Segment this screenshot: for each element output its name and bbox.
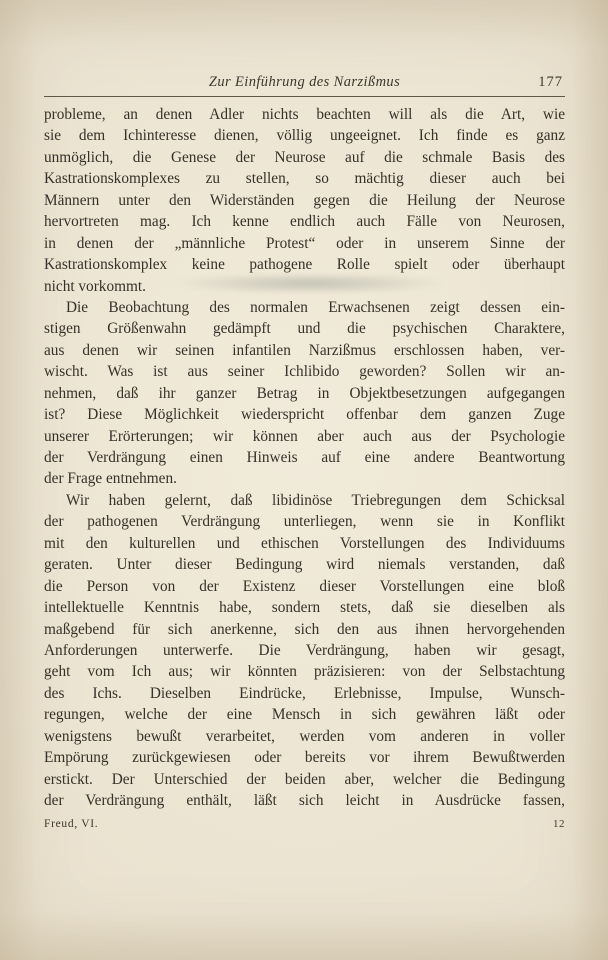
text-line: in denen der „männliche Protest“ oder in unserem Sinne der (44, 234, 565, 252)
text-line: der Verdrängung enthält, läßt sich leicht in Ausdrücke fassen, (44, 792, 565, 809)
text-line: Kastrationskomplex keine pathogene Rolle spielt oder überhaupt (44, 256, 565, 274)
text-line: probleme, an denen Adler nichts beachten will als die Art, wie (44, 106, 565, 123)
page-number: 177 (538, 74, 563, 90)
text-line: wischt. Was ist aus seiner Ichlibido geworden? Sollen wir an- (44, 363, 565, 381)
text-line: der Verdrängung einen Hinweis auf eine andere Beantwortung (44, 449, 565, 466)
text-line: ist? Diese Möglichkeit wiederspricht offenbar dem ganzen Zuge (44, 406, 565, 424)
text-line: hervortreten mag. Ich kenne endlich auch Fälle von Neurosen, (44, 213, 565, 231)
footer-volume-label: Freud, VI. (44, 818, 99, 830)
text-line: Die Beobachtung des normalen Erwachsenen zeigt dessen ein- (66, 298, 565, 316)
paragraph (44, 297, 565, 490)
text-line: nehmen, daß ihr ganzer Betrag in Objektbesetzungen aufgegangen (44, 384, 565, 402)
page-footer (44, 818, 565, 830)
running-head-title: Zur Einführung des Narzißmus (208, 74, 401, 90)
body-text (44, 104, 565, 811)
text-line: stigen Größenwahn gedämpft und die psychischen Charaktere, (44, 320, 565, 338)
text-line: maßgebend für sich anerkenne, sich den aus ihnen hervorgehenden (44, 620, 565, 638)
text-line: unmöglich, die Genese der Neurose auf die schmale Basis des (44, 148, 565, 166)
text-line: erstickt. Der Unterschied der beiden aber, welcher die Bedingung (44, 770, 565, 788)
text-line: regungen, welche der eine Mensch in sich gewähren läßt oder (44, 706, 565, 724)
text-line: der Frage entnehmen. (44, 470, 177, 488)
paragraph (44, 490, 565, 812)
text-line: unserer Erörterungen; wir können aber auch aus der Psychologie (44, 427, 565, 445)
text-line: aus denen wir seinen infantilen Narzißmus erschlossen haben, ver- (44, 341, 565, 359)
text-line: Anforderungen unterwerfe. Die Verdrängung, haben wir gesagt, (44, 641, 565, 659)
text-line: die Person von der Existenz dieser Vorstellungen eine bloß (44, 577, 565, 595)
text-line: intellektuelle Kenntnis habe, sondern stets, daß sie dieselben als (44, 599, 565, 617)
text-line: nicht vorkommt. (44, 277, 146, 295)
text-line: sie dem Ichinteresse dienen, völlig ungeeignet. Ich finde es ganz (44, 127, 565, 145)
header-rule (44, 96, 565, 97)
text-line: geraten. Unter dieser Bedingung wird niemals verstanden, daß (44, 556, 565, 574)
page-header (44, 74, 565, 94)
text-line: des Ichs. Dieselben Eindrücke, Erlebnisse, Impulse, Wunsch- (44, 684, 565, 702)
text-line: der pathogenen Verdrängung unterliegen, wenn sie in Konflikt (44, 513, 565, 531)
text-line: Wir haben gelernt, daß libidinöse Triebregungen dem Schicksal (66, 491, 565, 509)
text-line: mit den kulturellen und ethischen Vorstellungen des Individuums (44, 534, 565, 552)
footer-signature-number: 12 (553, 818, 565, 830)
text-line: Männern unter den Widerständen gegen die Heilung der Neurose (44, 191, 565, 209)
text-line: wenigstens bewußt verarbeitet, werden vom anderen in voller (44, 727, 565, 745)
text-line: Empörung zurückgewiesen oder bereits vor ihrem Bewußtwerden (44, 749, 565, 767)
text-line: geht vom Ich aus; wir könnten präzisieren: von der Selbstachtung (44, 663, 565, 681)
paragraph (44, 104, 565, 297)
text-line: Kastrationskomplexes zu stellen, so mächtig dieser auch bei (44, 170, 565, 188)
